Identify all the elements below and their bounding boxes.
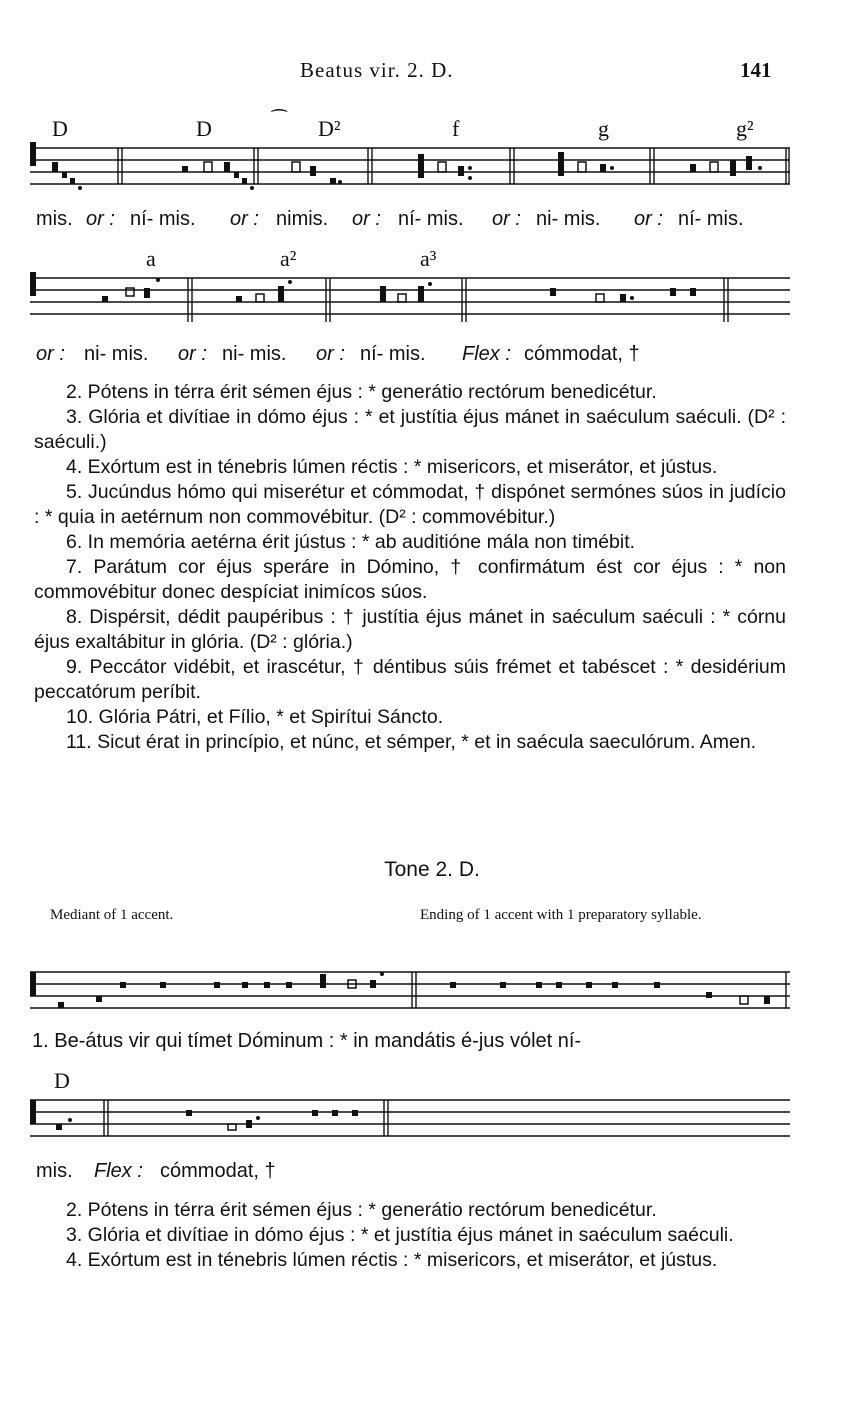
staff1-lyric-6: or :: [352, 208, 381, 230]
ending-label-a3: a³: [420, 246, 437, 271]
verse-8: 8. Dispérsit, dédit paupéribus : † justítia éjus mánet in saéculum saéculi : * córnu éjus exaltábitur in glória. (D² : glória.): [34, 606, 786, 653]
mediant-note: Mediant of 1 accent.: [50, 907, 174, 923]
verse-7: 7. Parátum cor éjus speráre in Dómino, † confirmátum ést cor éjus : * non commovébitur donec despíciat inimícos súos.: [34, 556, 786, 603]
clef-icon: [30, 1100, 36, 1124]
staff1-lyric-11: ní- mis.: [678, 208, 744, 230]
staff2-lyric-1: or :: [36, 343, 65, 365]
staff1-lyric-1: mis.: [36, 208, 73, 230]
page-number: 141: [740, 58, 772, 82]
staff2-lyric-3: or :: [178, 343, 207, 365]
ending-label-a2: a²: [280, 246, 297, 271]
staff4-lyric-3: cómmodat, †: [160, 1160, 276, 1182]
staff1-lyric-5: nimis.: [276, 208, 329, 230]
verse-b-3: 3. Glória et divítiae in dómo éjus : * et justítia éjus mánet in saéculum saéculi.: [66, 1224, 734, 1246]
ending-label-g: g: [598, 116, 609, 141]
episema-mark: ⁀: [272, 110, 287, 130]
staff2-lyric-7: Flex :: [462, 343, 511, 365]
staff2-lyric-6: ní- mis.: [360, 343, 426, 365]
ending-label-a: a: [146, 246, 156, 271]
ending-label-d2: D²: [318, 116, 341, 141]
verse-5: 5. Jucúndus hómo qui miserétur et cómmodat, † dispónet sermónes súos in judício : * quia in aetérnum non commovébitur. (D² : commovébitur.): [34, 481, 786, 528]
verse-11: 11. Sicut érat in princípio, et núnc, et sémper, * et in saécula saeculórum. Amen.: [66, 731, 757, 753]
staff-1: [30, 142, 790, 198]
staff2-lyric-8: cómmodat, †: [524, 343, 640, 365]
staff1-lyric-8: or :: [492, 208, 521, 230]
ending-label-f: f: [452, 116, 460, 141]
staff1-lyric-9: ni- mis.: [536, 208, 601, 230]
staff2-lyric-4: ni- mis.: [222, 343, 287, 365]
tone-heading: Tone 2. D.: [384, 858, 480, 881]
staff2-lyric-2: ni- mis.: [84, 343, 149, 365]
verses-block-1: [34, 380, 786, 755]
verse-b-2: 2. Pótens in térra érit sémen éjus : * generátio rectórum benedicétur.: [66, 1199, 657, 1221]
verse-9: 9. Peccátor vidébit, et irascétur, † déntibus súis frémet et tabéscet : * desidérium peccatórum períbit.: [34, 656, 786, 703]
staff1-lyric-2: or :: [86, 208, 115, 230]
verse-6: 6. In memória aetérna érit jústus : * ab auditióne mála non timébit.: [66, 531, 636, 553]
staff1-lyric-4: or :: [230, 208, 259, 230]
staff-3-svg: [30, 966, 790, 1018]
running-head: [0, 58, 864, 86]
staff-3: [30, 966, 790, 1018]
staff-2-svg: [30, 272, 790, 328]
verse-3: 3. Glória et divítiae in dómo éjus : * et justítia éjus mánet in saéculum saéculi. (D² : saéculi.): [34, 406, 786, 453]
ending-label-g2: g²: [736, 116, 754, 141]
clef-icon: [30, 142, 36, 166]
verse-10: 10. Glória Pátri, et Fílio, * et Spirítui Sáncto.: [66, 706, 444, 728]
clef-icon: [30, 972, 36, 996]
verse-2: 2. Pótens in térra érit sémen éjus : * generátio rectórum benedicétur.: [66, 381, 657, 403]
staff-4: [30, 1094, 790, 1144]
verse-b-4: 4. Exórtum est in ténebris lúmen réctis : * misericors, et miserátor, et jústus.: [66, 1249, 718, 1271]
staff-4-svg: [30, 1094, 790, 1144]
staff3-lyric-line: 1. Be-átus vir qui tímet Dóminum : * in mandátis é-jus vólet ní-: [32, 1030, 582, 1052]
verses-block-2: [34, 1198, 786, 1273]
clef-icon: [30, 272, 36, 296]
staff-2: [30, 272, 790, 328]
ending-label-d-2: D: [196, 116, 212, 141]
staff-1-svg: [30, 142, 790, 198]
ending-label-d-tone: D: [54, 1068, 70, 1093]
ending-label-d-1: D: [52, 116, 68, 141]
staff4-lyric-1: mis.: [36, 1160, 73, 1182]
staff1-lyric-3: ní- mis.: [130, 208, 196, 230]
staff2-lyric-5: or :: [316, 343, 345, 365]
staff1-lyric-10: or :: [634, 208, 663, 230]
staff4-lyric-2: Flex :: [94, 1160, 143, 1182]
verse-4: 4. Exórtum est in ténebris lúmen réctis : * misericors, et miserátor, et jústus.: [66, 456, 718, 478]
ending-note: Ending of 1 accent with 1 preparatory syllable.: [420, 907, 702, 923]
staff1-lyric-7: ní- mis.: [398, 208, 464, 230]
page-title: Beatus vir. 2. D.: [300, 58, 454, 82]
